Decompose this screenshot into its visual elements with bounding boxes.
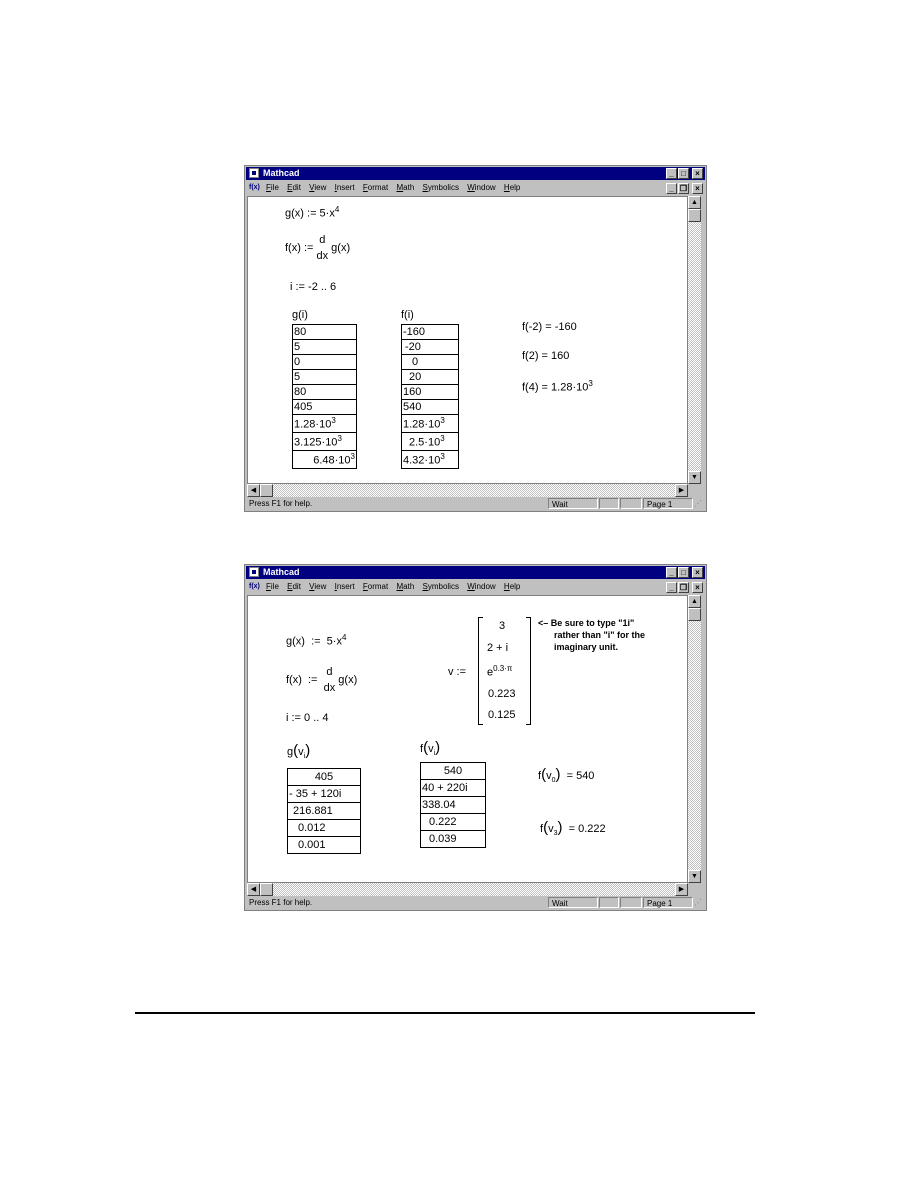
window-title: Mathcad [263, 168, 300, 178]
status-panel [599, 498, 619, 509]
restore-icon[interactable]: ❐ [679, 184, 688, 193]
table-row [402, 451, 459, 469]
table-row [293, 451, 357, 469]
vector-element: 2 + i [487, 642, 509, 654]
g-definition[interactable]: g(x) := $5\cdot x^4$ [286, 633, 347, 648]
mathcad-window-2 [244, 564, 707, 911]
status-panel [599, 897, 619, 908]
table-row [421, 831, 486, 848]
table-cell: $1.28\cdot 10^3$ [293, 415, 357, 433]
minimize-icon[interactable]: _ [666, 183, 677, 194]
vertical-scrollbar[interactable] [688, 196, 701, 484]
g-table-header: $g(v_i)$ [287, 742, 311, 761]
horizontal-scrollbar[interactable] [247, 484, 688, 497]
size-grip-icon[interactable]: ⋰ [694, 898, 702, 907]
f-table-header: f(i) [401, 309, 414, 321]
table-row [288, 786, 361, 803]
document-icon[interactable]: f(x) [249, 184, 260, 191]
table-cell: 5 [293, 340, 357, 355]
table-row [421, 797, 486, 814]
range-definition[interactable]: i := -2 .. 6 [290, 281, 337, 293]
table-cell: 0 [293, 355, 357, 370]
eval-f-v3[interactable]: $f(v_3) = 0.222$ [540, 819, 606, 838]
table-row [402, 325, 459, 340]
page-divider [135, 1012, 755, 1014]
mathcad-app-icon[interactable] [249, 168, 259, 178]
vertical-scrollbar[interactable] [688, 595, 701, 883]
scroll-thumb[interactable] [688, 209, 701, 222]
table-row [402, 355, 459, 370]
horizontal-scrollbar[interactable] [247, 883, 688, 896]
minimize-icon[interactable]: _ [666, 168, 677, 179]
g-lhs: g(x) [285, 207, 304, 220]
table-row [402, 415, 459, 433]
arrow-up-icon[interactable]: ▲ [688, 595, 701, 608]
close-icon[interactable]: × [692, 582, 703, 593]
table-row [293, 355, 357, 370]
table-cell: 0.222 [421, 814, 486, 831]
table-row [293, 433, 357, 451]
arrow-right-icon[interactable]: ▶ [675, 484, 688, 497]
menu-format[interactable]: Format [362, 582, 389, 591]
scroll-thumb[interactable] [260, 883, 273, 896]
g-table-header: g(i) [292, 309, 308, 321]
table-cell: $4.32\cdot 10^3$ [402, 451, 459, 469]
arrow-up-icon[interactable]: ▲ [688, 196, 701, 209]
menu-format[interactable]: Format [362, 183, 389, 192]
eval-f-2[interactable]: f(2) = 160 [522, 350, 570, 362]
table-cell: $6.48\cdot 10^3$ [293, 451, 357, 469]
menu-file[interactable]: File [266, 582, 279, 591]
maximize-icon[interactable]: □ [678, 567, 689, 578]
note-text[interactable]: <– Be sure to type "1i" rather than "i" for the imaginary unit. [538, 618, 646, 652]
table-cell: 0.039 [421, 831, 486, 848]
arrow-left-icon[interactable]: ◀ [247, 883, 260, 896]
menu-view[interactable]: View [309, 183, 327, 192]
table-row [421, 780, 486, 797]
table-row [402, 400, 459, 415]
table-cell: $1.28\cdot 10^3$ [402, 415, 459, 433]
vector-element: $e^{0.3\cdot\pi}$ [487, 664, 513, 679]
document-icon[interactable]: f(x) [249, 583, 260, 590]
table-row [288, 803, 361, 820]
arrow-down-icon[interactable]: ▼ [688, 471, 701, 484]
table-cell: 40 + 220i [421, 780, 486, 797]
menu-math[interactable]: Math [396, 183, 415, 192]
menu-window[interactable]: Window [467, 582, 496, 591]
table-cell: $3.125\cdot 10^3$ [293, 433, 357, 451]
menu-view[interactable]: View [309, 582, 327, 591]
f-table-header: $f(v_i)$ [420, 739, 441, 758]
status-help-text: Press F1 for help. [249, 898, 313, 907]
title-bar[interactable] [246, 167, 705, 180]
table-row [421, 814, 486, 831]
table-cell: 338.04 [421, 797, 486, 814]
minimize-icon[interactable]: _ [666, 567, 677, 578]
range-definition[interactable]: i := 0 .. 4 [286, 712, 329, 724]
menu-bar [246, 181, 705, 195]
f-rhs: g(x) [331, 241, 351, 254]
table-cell: 405 [293, 400, 357, 415]
size-grip-icon[interactable]: ⋰ [694, 499, 702, 508]
eval-f-neg2[interactable]: f(-2) = -160 [522, 321, 577, 333]
maximize-icon[interactable]: □ [678, 168, 689, 179]
status-help-text: Press F1 for help. [249, 499, 313, 508]
table-row [288, 820, 361, 837]
table-row [288, 837, 361, 854]
menu-window[interactable]: Window [467, 183, 496, 192]
menu-file[interactable]: File [266, 183, 279, 192]
table-cell: 160 [402, 385, 459, 400]
status-mode: Wait [548, 498, 598, 509]
mathcad-app-icon[interactable] [249, 567, 259, 577]
table-cell: $2.5\cdot 10^3$ [402, 433, 459, 451]
table-row [293, 370, 357, 385]
title-bar[interactable] [246, 566, 705, 579]
g-table[interactable] [292, 324, 357, 469]
f-table[interactable] [401, 324, 459, 469]
restore-icon[interactable]: ❐ [679, 583, 688, 592]
menu-help[interactable]: Help [503, 582, 521, 591]
menu-help[interactable]: Help [503, 183, 521, 192]
v-vector[interactable] [478, 617, 531, 725]
minimize-icon[interactable]: _ [666, 582, 677, 593]
table-row [402, 340, 459, 355]
f-lhs: f(x) [285, 241, 301, 254]
arrow-down-icon[interactable]: ▼ [688, 870, 701, 883]
table-row [421, 763, 486, 780]
table-cell: 80 [293, 325, 357, 340]
vector-element: 0.223 [488, 688, 516, 700]
worksheet[interactable] [247, 595, 688, 883]
status-panel [620, 897, 642, 908]
table-cell: 0.001 [288, 837, 361, 854]
table-cell: 80 [293, 385, 357, 400]
menu-math[interactable]: Math [396, 582, 415, 591]
menu-edit[interactable]: Edit [287, 582, 301, 591]
table-row [293, 400, 357, 415]
table-row [402, 370, 459, 385]
table-row [402, 385, 459, 400]
table-cell: 20 [402, 370, 459, 385]
table-cell: 540 [402, 400, 459, 415]
scroll-thumb[interactable] [260, 484, 273, 497]
g-exponent: 4 [334, 205, 340, 214]
status-bar [246, 896, 705, 909]
table-row [293, 385, 357, 400]
f-definition[interactable]: f(x) := d dx g(x) [286, 666, 358, 694]
arrow-left-icon[interactable]: ◀ [247, 484, 260, 497]
table-row [402, 433, 459, 451]
f-definition[interactable]: f(x) := d dx g(x) [285, 234, 351, 262]
vector-element: 3 [499, 620, 506, 632]
table-cell: 0.012 [288, 820, 361, 837]
table-cell: 5 [293, 370, 357, 385]
g-table[interactable] [287, 768, 361, 854]
table-cell: 216.881 [288, 803, 361, 820]
table-cell: 540 [421, 763, 486, 780]
table-cell: -20 [402, 340, 459, 355]
derivative-dx: dx [316, 250, 329, 262]
table-row [293, 340, 357, 355]
menu-insert[interactable]: Insert [334, 582, 355, 591]
status-page: Page 1 [643, 498, 693, 509]
close-icon[interactable]: × [692, 567, 703, 578]
menu-edit[interactable]: Edit [287, 183, 301, 192]
status-panel [620, 498, 642, 509]
menu-symbolics[interactable]: Symbolics [422, 582, 459, 591]
g-definition[interactable]: g(x) := $5\cdot x^4$ [285, 205, 340, 220]
vector-element: 0.125 [488, 709, 516, 721]
close-icon[interactable]: × [692, 183, 703, 194]
table-cell: - 35 + 120i [288, 786, 361, 803]
status-page: Page 1 [643, 897, 693, 908]
menu-symbolics[interactable]: Symbolics [422, 183, 459, 192]
table-row [293, 325, 357, 340]
table-row [293, 415, 357, 433]
table-cell: 0 [402, 355, 459, 370]
table-cell: 405 [288, 769, 361, 786]
derivative-d: d [319, 234, 326, 246]
eval-f-4[interactable]: $f(4) = 1.28\cdot 10^3$ [522, 379, 593, 394]
status-mode: Wait [548, 897, 598, 908]
v-label: v := [448, 666, 467, 678]
f-table[interactable] [420, 762, 486, 848]
table-cell: -160 [402, 325, 459, 340]
eval-f-v0[interactable]: $f(v_0) = 540$ [538, 766, 595, 785]
close-icon[interactable]: × [692, 168, 703, 179]
g-rhs: 5·x [319, 207, 335, 220]
table-row [288, 769, 361, 786]
menu-insert[interactable]: Insert [334, 183, 355, 192]
scroll-thumb[interactable] [688, 608, 701, 621]
mathcad-window-1 [244, 165, 707, 512]
arrow-right-icon[interactable]: ▶ [675, 883, 688, 896]
window-title: Mathcad [263, 567, 300, 577]
worksheet[interactable] [247, 196, 688, 484]
menu-bar [246, 580, 705, 594]
status-bar [246, 497, 705, 510]
